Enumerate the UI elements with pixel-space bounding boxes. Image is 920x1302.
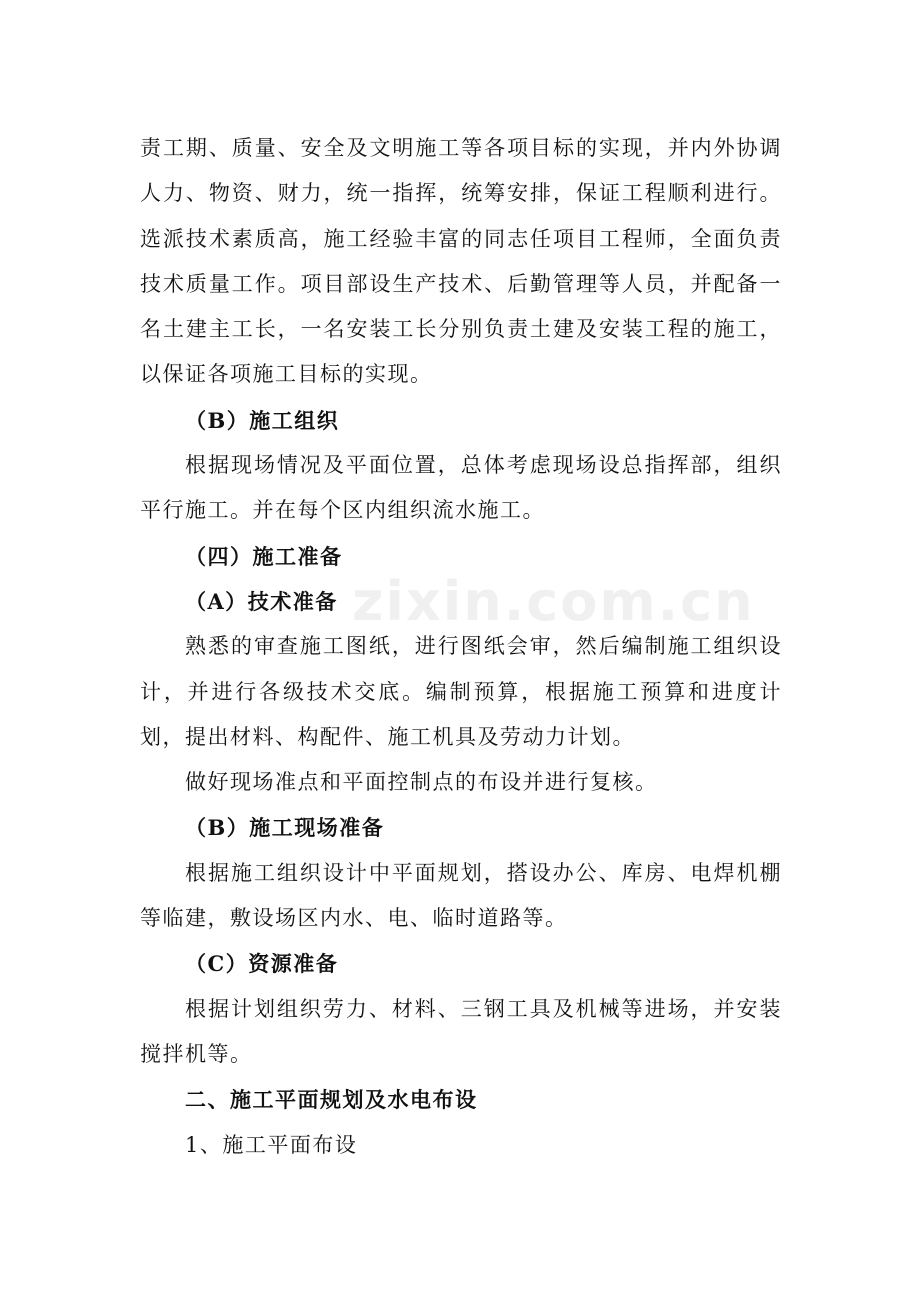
paragraph-temporary-facilities: 根据施工组织设计中平面规划，搭设办公、库房、电焊机棚等临建，敷设场区内水、电、临时道路等。 bbox=[140, 860, 782, 931]
heading-construction-organization: （B）施工组织 bbox=[185, 407, 340, 433]
heading-site-preparation: （B）施工现场准备 bbox=[185, 815, 385, 841]
paragraph-drawing-review: 熟悉的审查施工图纸，进行图纸会审，然后编制施工组织设计，并进行各级技术交底。编制预算，根据施工预算和进度计划，提出材料、构配件、施工机具及劳动力计划。 bbox=[140, 634, 782, 749]
heading-technical-preparation: （A）技术准备 bbox=[185, 588, 338, 614]
heading-construction-preparation: （四）施工准备 bbox=[185, 543, 343, 569]
paragraph-site-organization: 根据现场情况及平面位置，总体考虑现场设总指挥部，组织平行施工。并在每个区内组织流水施工。 bbox=[140, 453, 782, 523]
paragraph-resources: 根据计划组织劳力、材料、三钢工具及机械等进场，并安装搅拌机等。 bbox=[140, 996, 782, 1066]
document-page bbox=[140, 126, 782, 1168]
paragraph-control-points: 做好现场准点和平面控制点的布设并进行复核。 bbox=[185, 770, 658, 795]
paragraph-duties: 责工期、质量、安全及文明施工等各项目标的实现，并内外协调人力、物资、财力，统一指挥，统筹安排，保证工程顺利进行。选派技术素质高，施工经验丰富的同志任项目工程师，全面负责技术质量工作。项目部设生产技术、后勤管理等人员，并配备一名土建主工长，一名安装工长分别负责土建及安装工程的施工，以保证各项施工目标的实现。 bbox=[140, 136, 782, 387]
paragraph-site-layout: 1、施工平面布设 bbox=[185, 1132, 358, 1157]
watermark-text: zixin.com.cn bbox=[352, 570, 755, 633]
heading-resource-preparation: （C）资源准备 bbox=[185, 951, 339, 977]
heading-site-layout-utilities: 二、施工平面规划及水电布设 bbox=[185, 1087, 478, 1113]
